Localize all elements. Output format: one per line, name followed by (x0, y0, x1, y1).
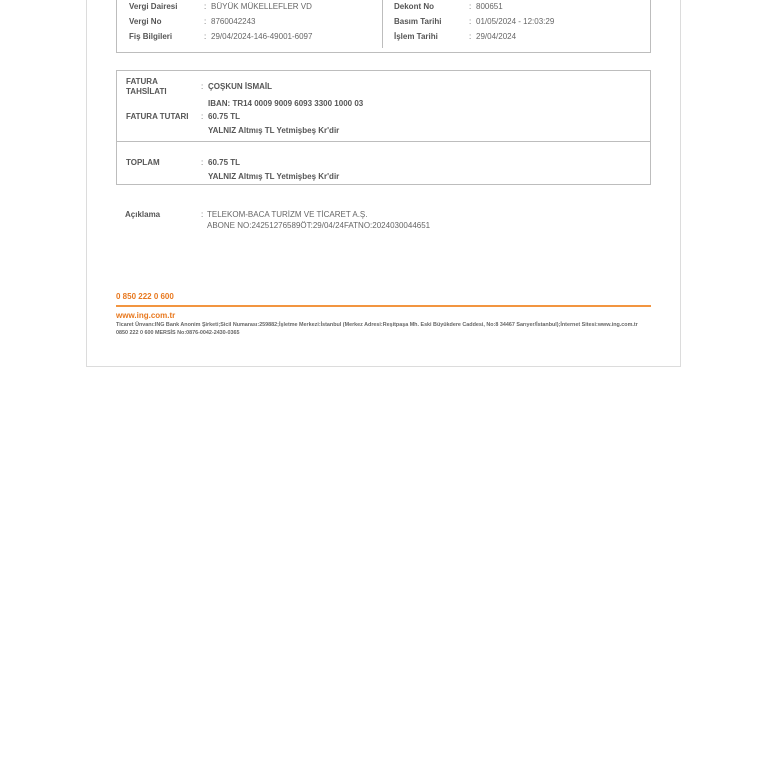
tax-number-value: 8760042243 (211, 17, 256, 26)
receipt-no-value: 800651 (476, 2, 503, 11)
separator: : (204, 17, 207, 26)
separator: : (201, 210, 204, 219)
collection-label-line2: TAHSİLATI (126, 87, 167, 96)
tax-office-label: Vergi Dairesi (129, 2, 178, 11)
invoice-amount-words: YALNIZ Altmış TL Yetmişbeş Kr'dir (208, 126, 340, 135)
description-line1: TELEKOM-BACA TURİZM VE TİCARET A.Ş. (207, 210, 368, 219)
payer-name: ÇOŞKUN İSMAİL (208, 82, 272, 91)
header-divider (382, 0, 383, 48)
invoice-total-divider (116, 141, 651, 142)
separator: : (201, 82, 204, 91)
description-line2: ABONE NO:24251276589ÖT:29/04/24FATNO:2024030044651 (207, 221, 431, 230)
legal-info: Ticaret Ünvanı:ING Bank Anonim Şirketi;Sicil Numarası:259882;İşletme Merkezi:İstanbul (Merkez Adresi:Reşitpaşa Mh. Eski Büyükdere Caddesi, No:8 34467 Sarıyer/İstanbul);İnternet Sitesi:www.ing.com.tr 0850 222 0 600 MERSİS No:0876-0042-2430-0365 (116, 322, 638, 336)
transaction-date-value: 29/04/2024 (476, 32, 517, 41)
invoice-amount-value: 60.75 TL (208, 112, 241, 121)
receipt-no-label: Dekont No (394, 2, 434, 11)
print-date-label: Basım Tarihi (394, 17, 442, 26)
receipt-info-value: 29/04/2024-146-49001-6097 (211, 32, 313, 41)
total-amount-value: 60.75 TL (208, 158, 241, 167)
header-info-box (116, 0, 651, 53)
website-link[interactable]: www.ing.com.tr (116, 311, 176, 320)
invoice-amount-label: FATURA TUTARI (126, 112, 189, 121)
footer-divider (116, 305, 651, 307)
separator: : (204, 32, 207, 41)
receipt-info-label: Fiş Bilgileri (129, 32, 173, 41)
collection-label-line1: FATURA (126, 77, 158, 86)
separator: : (469, 32, 472, 41)
separator: : (201, 158, 204, 167)
separator: : (469, 17, 472, 26)
separator: : (204, 2, 207, 11)
tax-office-value: BÜYÜK MÜKELLEFLER VD (211, 2, 312, 11)
separator: : (201, 112, 204, 121)
print-date-value: 01/05/2024 - 12:03:29 (476, 17, 555, 26)
total-amount-words: YALNIZ Altmış TL Yetmişbeş Kr'dir (208, 172, 340, 181)
transaction-date-label: İşlem Tarihi (394, 32, 438, 41)
invoice-box (116, 70, 651, 185)
separator: : (469, 2, 472, 11)
total-label: TOPLAM (126, 158, 160, 167)
iban-value: IBAN: TR14 0009 9009 6093 3300 1000 03 (208, 99, 364, 108)
tax-number-label: Vergi No (129, 17, 162, 26)
description-label: Açıklama (125, 210, 161, 219)
contact-phone: 0 850 222 0 600 (116, 292, 174, 301)
